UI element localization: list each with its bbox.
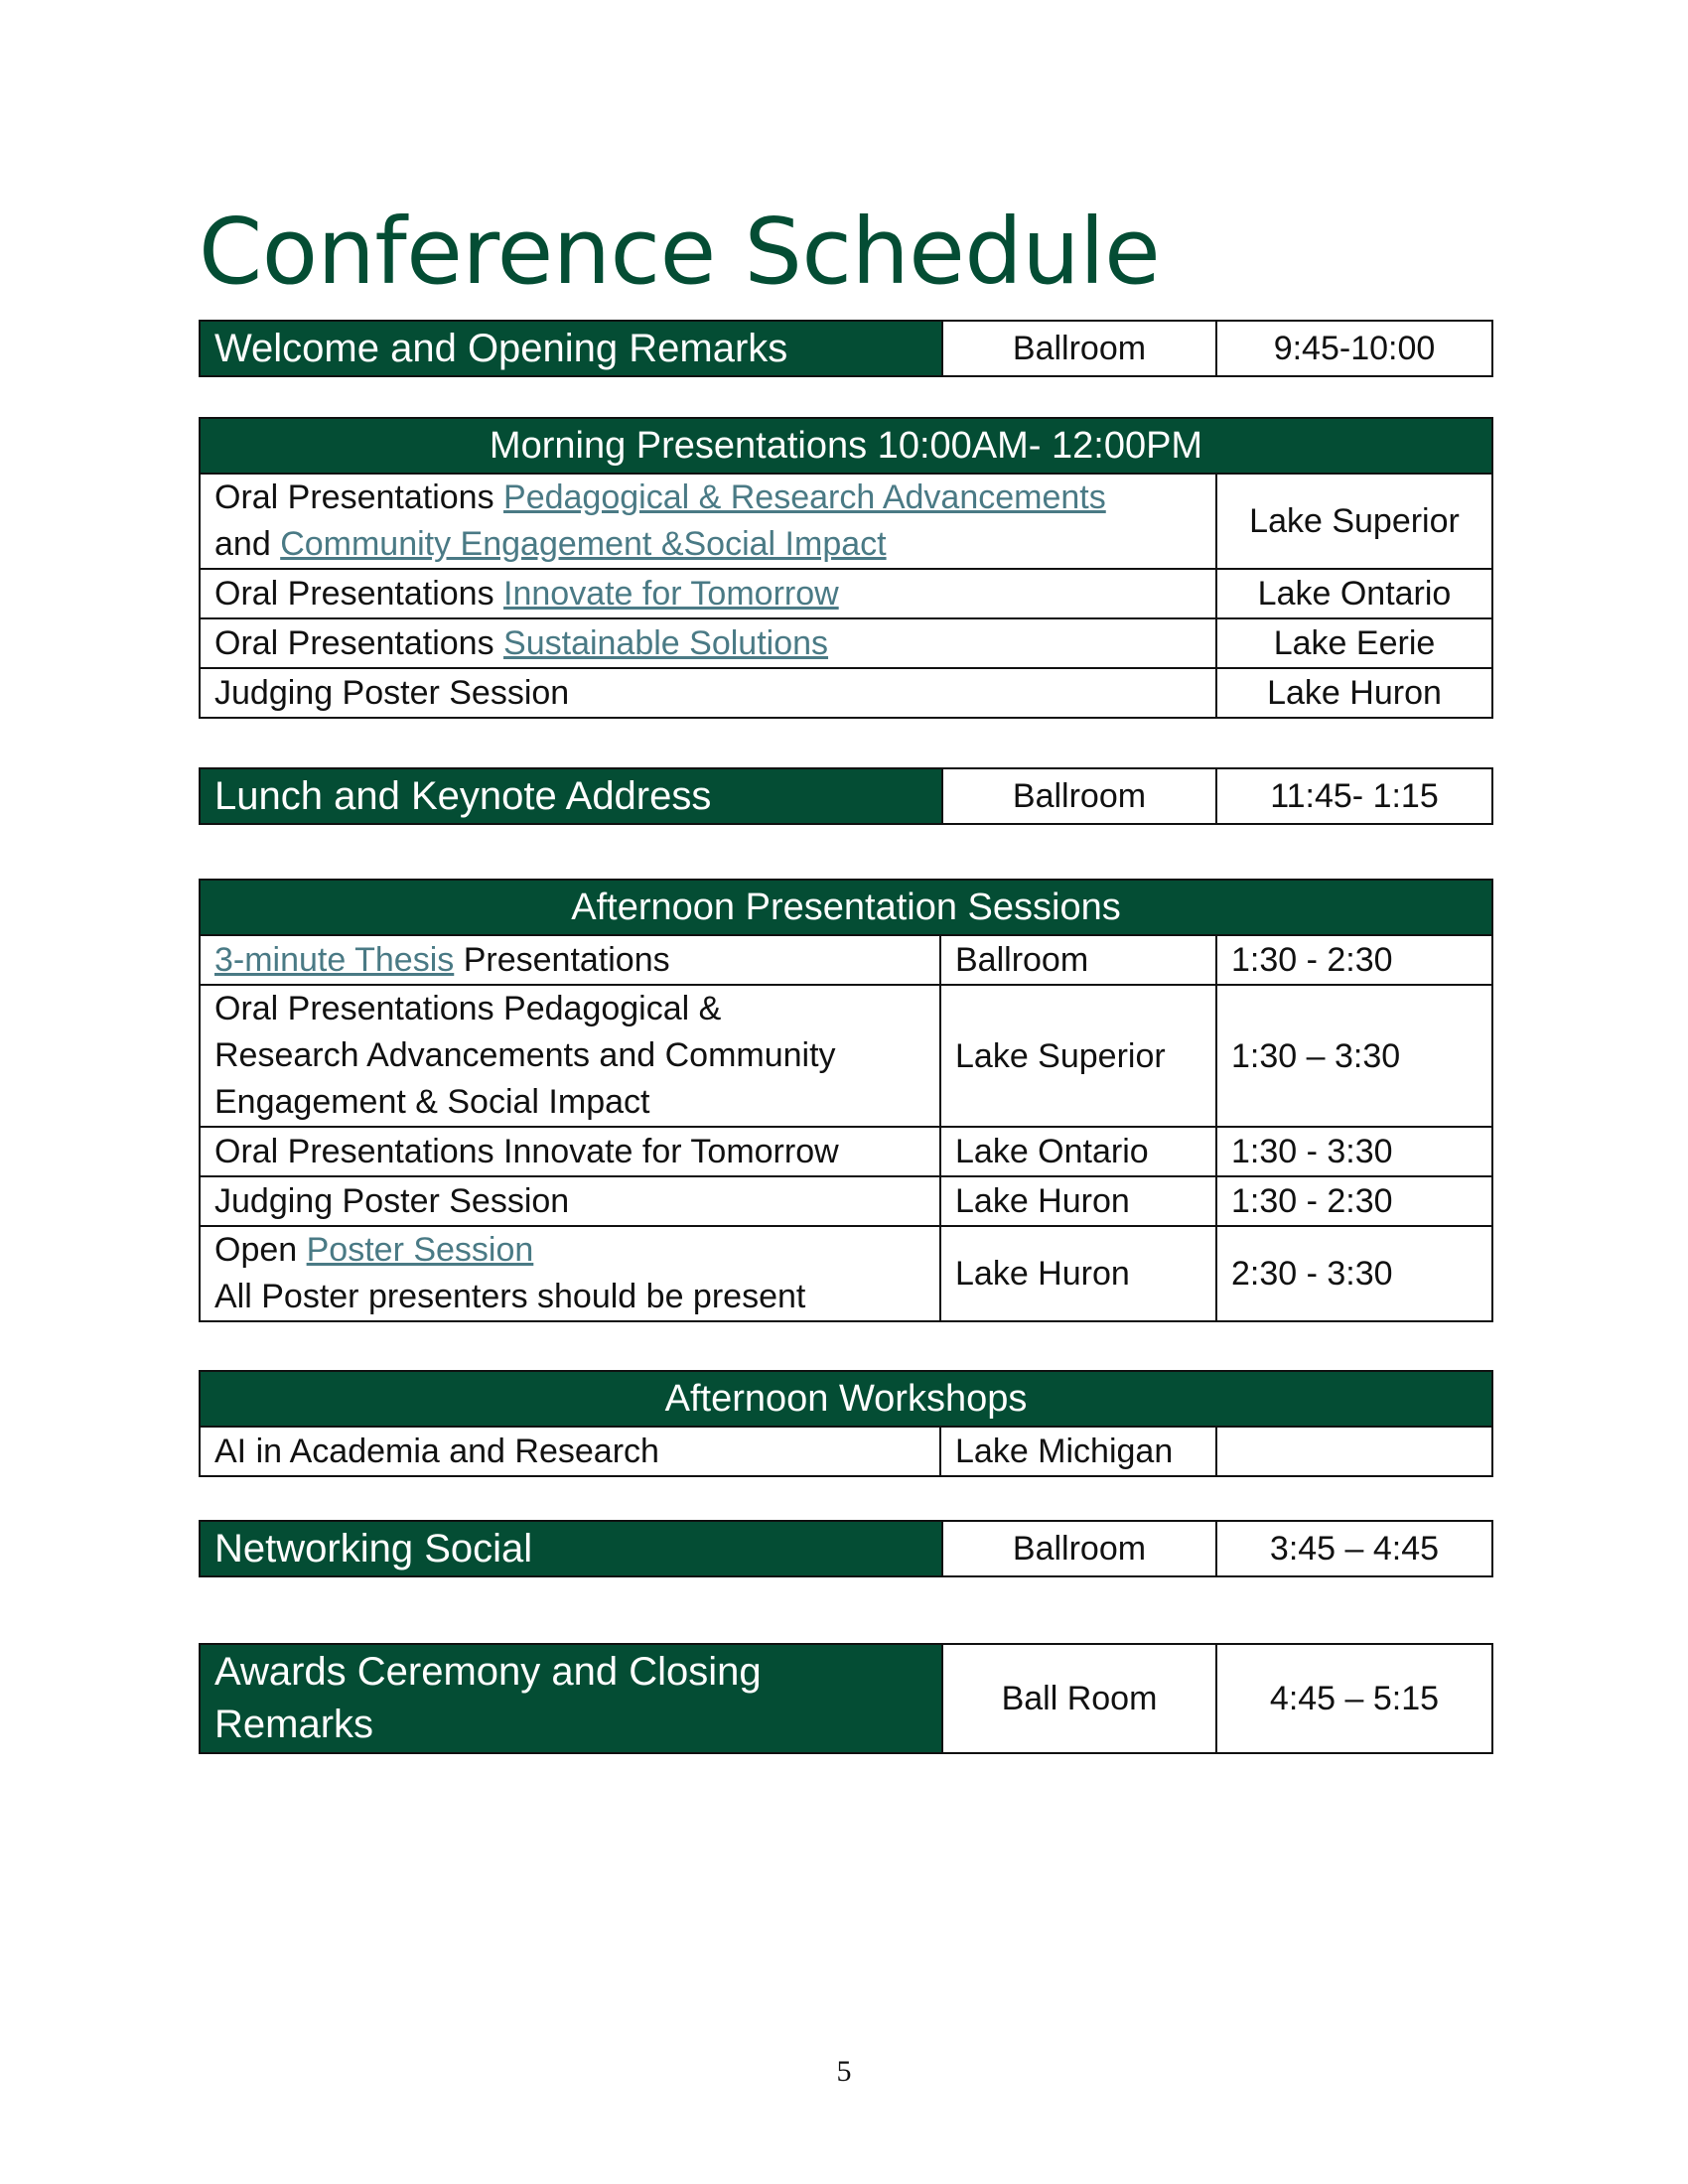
lunch-table (199, 767, 1493, 825)
row-suffix: Presentations (454, 941, 670, 979)
afternoon-row-5-time: 2:30 - 3:30 (1216, 1226, 1492, 1321)
poster-session-link[interactable]: Poster Session (306, 1231, 534, 1269)
afternoon-row-4-text: Judging Poster Session (200, 1176, 940, 1226)
table-row (200, 1226, 1492, 1321)
afternoon-row-2-room: Lake Superior (940, 985, 1216, 1127)
networking-room: Ballroom (942, 1521, 1216, 1576)
row-mid: and (214, 525, 281, 563)
table-row (200, 618, 1492, 668)
row-line: Oral Presentations Pedagogical & (214, 990, 722, 1027)
morning-row-2-room: Lake Ontario (1216, 569, 1492, 618)
row-prefix: Open (214, 1231, 307, 1269)
afternoon-row-4-room: Lake Huron (940, 1176, 1216, 1226)
workshops-header: Afternoon Workshops (200, 1371, 1492, 1427)
welcome-table (199, 320, 1493, 377)
page-title: Conference Schedule (199, 199, 1161, 305)
table-row (200, 1176, 1492, 1226)
networking-row (200, 1521, 1492, 1576)
afternoon-row-5-room: Lake Huron (940, 1226, 1216, 1321)
lunch-room: Ballroom (942, 768, 1216, 824)
sustainable-solutions-link[interactable]: Sustainable Solutions (503, 624, 829, 662)
networking-table (199, 1520, 1493, 1577)
networking-time: 3:45 – 4:45 (1216, 1521, 1492, 1576)
afternoon-row-1-time: 1:30 - 2:30 (1216, 935, 1492, 985)
lunch-time: 11:45- 1:15 (1216, 768, 1492, 824)
row-prefix: Oral Presentations (214, 575, 504, 613)
morning-row-1-room: Lake Superior (1216, 474, 1492, 569)
row-line: Engagement & Social Impact (214, 1083, 650, 1121)
workshops-table (199, 1370, 1493, 1477)
table-row (200, 1427, 1492, 1476)
morning-header: Morning Presentations 10:00AM- 12:00PM (200, 418, 1492, 474)
morning-row-4-text: Judging Poster Session (200, 668, 1216, 718)
awards-table (199, 1643, 1493, 1754)
afternoon-row-2-time: 1:30 – 3:30 (1216, 985, 1492, 1127)
morning-row-3-text (200, 618, 1216, 668)
afternoon-sessions-table (199, 879, 1493, 1322)
morning-row-4-room: Lake Huron (1216, 668, 1492, 718)
community-engagement-link[interactable]: Community Engagement &Social Impact (280, 525, 887, 563)
pedagogical-research-link[interactable]: Pedagogical & Research Advancements (503, 478, 1106, 516)
morning-table (199, 417, 1493, 719)
afternoon-row-3-text: Oral Presentations Innovate for Tomorrow (200, 1127, 940, 1176)
table-row (200, 985, 1492, 1127)
table-row (200, 474, 1492, 569)
awards-label (200, 1644, 942, 1753)
table-row (200, 668, 1492, 718)
three-minute-thesis-link[interactable]: 3-minute Thesis (214, 941, 455, 979)
welcome-time: 9:45-10:00 (1216, 321, 1492, 376)
row-prefix: Oral Presentations (214, 624, 504, 662)
welcome-row (200, 321, 1492, 376)
lunch-row (200, 768, 1492, 824)
workshop-row-1-text: AI in Academia and Research (200, 1427, 940, 1476)
afternoon-row-5-text (200, 1226, 940, 1321)
morning-row-1-text (200, 474, 1216, 569)
workshop-row-1-room: Lake Michigan (940, 1427, 1216, 1476)
welcome-label: Welcome and Opening Remarks (200, 321, 942, 376)
afternoon-row-2-text (200, 985, 940, 1127)
morning-row-2-text (200, 569, 1216, 618)
afternoon-row-3-room: Lake Ontario (940, 1127, 1216, 1176)
afternoon-sessions-header: Afternoon Presentation Sessions (200, 880, 1492, 935)
awards-room: Ball Room (942, 1644, 1216, 1753)
table-row (200, 1127, 1492, 1176)
page-number: 5 (836, 2055, 852, 2088)
lunch-label: Lunch and Keynote Address (200, 768, 942, 824)
row-line: All Poster presenters should be present (214, 1278, 806, 1315)
table-row (200, 569, 1492, 618)
awards-label-line: Remarks (214, 1703, 374, 1746)
innovate-for-tomorrow-link[interactable]: Innovate for Tomorrow (503, 575, 839, 613)
workshop-row-1-time (1216, 1427, 1492, 1476)
awards-row (200, 1644, 1492, 1753)
afternoon-row-3-time: 1:30 - 3:30 (1216, 1127, 1492, 1176)
table-row (200, 935, 1492, 985)
awards-time: 4:45 – 5:15 (1216, 1644, 1492, 1753)
awards-label-line: Awards Ceremony and Closing (214, 1650, 762, 1694)
afternoon-row-1-room: Ballroom (940, 935, 1216, 985)
row-line: Research Advancements and Community (214, 1036, 836, 1074)
afternoon-row-1-text (200, 935, 940, 985)
morning-row-3-room: Lake Eerie (1216, 618, 1492, 668)
afternoon-row-4-time: 1:30 - 2:30 (1216, 1176, 1492, 1226)
networking-label: Networking Social (200, 1521, 942, 1576)
row-prefix: Oral Presentations (214, 478, 504, 516)
welcome-room: Ballroom (942, 321, 1216, 376)
